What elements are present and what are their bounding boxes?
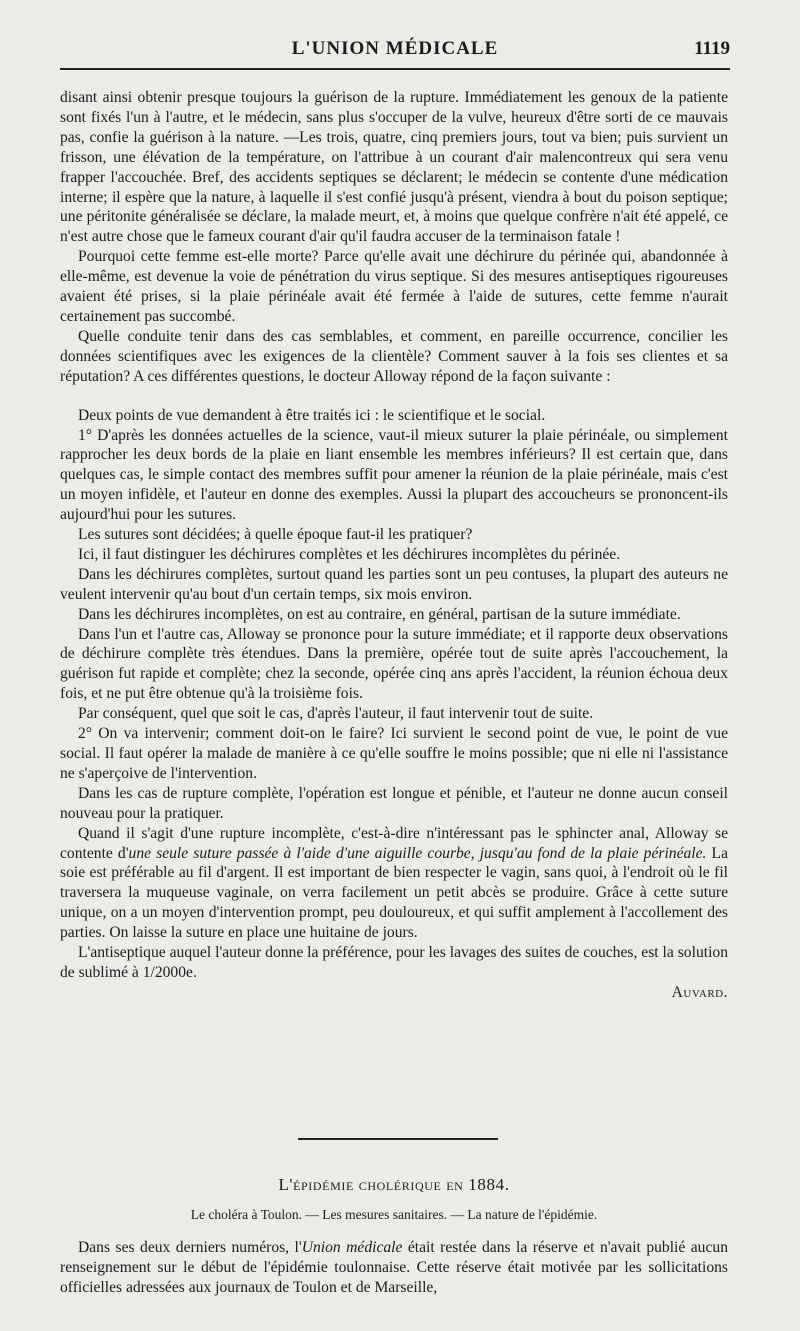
paragraph: Dans les cas de rupture complète, l'opération est longue et pénible, et l'auteur ne donne aucun conseil nouveau pour la pratiquer. [60, 784, 728, 822]
article-body [60, 88, 728, 1003]
page-number: 1119 [694, 38, 730, 59]
journal-title: L'UNION MÉDICALE [291, 38, 499, 59]
section-body [60, 1238, 728, 1298]
paragraph: Par conséquent, quel que soit le cas, d'après l'auteur, il faut intervenir tout de suite. [78, 705, 594, 723]
header-rule [60, 68, 730, 70]
running-head [60, 38, 730, 64]
text-run: Quand il s'agit d'une rupture incomplète, c'est-à-dire n'intéressant pas le sphincter anal, Alloway se contente d' [60, 824, 728, 862]
text-run: était restée dans la réserve et n'avait publié aucun renseignement sur le début de l'épidémie toulonnaise. Cette réserve était motivée par les sollicitations officielles adressées aux journaux de Toulon et de Marseille, [60, 1239, 728, 1296]
paragraph: Ici, il faut distinguer les déchirures complètes et les déchirures incomplètes du périnée. [78, 545, 621, 563]
paragraph: 1° D'après les données actuelles de la science, vaut-il mieux suturer la plaie périnéale, ou simplement rapprocher les deux bords de la plaie en liant ensemble les membres inférieurs? Il est certain que, dans quelques cas, le simple contact des membres suffit pour amener la réunion de la plaie périnéale, mais c'est un moyen infidèle, et l'auteur en donne des exemples. Aussi la plupart des accoucheurs se prononcent-ils aujourd'hui pour les sutures. [60, 426, 728, 524]
section-title: L'épidémie cholérique en 1884. [278, 1175, 510, 1194]
italic-text-run: Union médicale [301, 1239, 403, 1256]
paragraph: Dans les déchirures complètes, surtout quand les parties sont un peu contuses, la plupart des auteurs ne veulent intervenir qu'au bout d'un certain temps, six mois environ. [60, 565, 728, 603]
paragraph: Dans l'un et l'autre cas, Alloway se prononce pour la suture immédiate; et il rapporte deux observations de déchirure complète très étendues. Dans la première, opérée tout de suite après l'accouchement, la guérison fut rapide et complète; chez la seconde, opérée cinq ans après l'accident, la réunion échoua deux fois, et ne put être obtenue qu'à la troisième fois. [60, 625, 728, 703]
paragraph [60, 1238, 728, 1298]
section-subtitle: Le choléra à Toulon. — Les mesures sanitaires. — La nature de l'épidémie. [190, 1207, 598, 1222]
italic-text-run: une seule suture passée à l'aide d'une aiguille courbe, jusqu'au fond de la plaie périnéale. [128, 844, 707, 862]
paragraph: L'antiseptique auquel l'auteur donne la préférence, pour les lavages des suites de couches, est la solution de sublimé à 1/2000e. [60, 944, 728, 981]
author-signature: Auvard. [671, 983, 728, 1001]
paragraph: Deux points de vue demandent à être traités ici : le scientifique et le social. [78, 406, 546, 424]
paragraph: Quelle conduite tenir dans des cas semblables, et comment, en pareille occurrence, concilier les données scientifiques avec les exigences de la clientèle? Comment sauver à la fois ses clientes et sa réputation? A ces différentes questions, le docteur Alloway répond de la façon suivante : [60, 327, 728, 385]
paragraph: Pourquoi cette femme est-elle morte? Parce qu'elle avait une déchirure du périnée qui, abandonnée à elle-même, est devenue la voie de pénétration du virus septique. Si des mesures antiseptiques rigoureuses avaient été prises, si la plaie périnéale avait été fermée à l'aide de sutures, cette femme n'aurait certainement pas succombé. [60, 248, 728, 325]
paragraph: Les sutures sont décidées; à quelle époque faut-il les pratiquer? [78, 526, 473, 544]
text-run: Dans ses deux derniers numéros, l' [78, 1239, 302, 1256]
section-divider [298, 1138, 498, 1140]
paragraph: disant ainsi obtenir presque toujours la guérison de la rupture. Immédiatement les genoux de la patiente sont fixés l'un à l'autre, et le médecin, sans plus s'occuper de la vulve, heureux d'être sorti de ce mauvais pas, confie la guérison à la nature. —Les trois, quatre, cinq premiers jours, tout va bien; puis survient un frisson, une élévation de la température, on l'attribue à un courant d'air malencontreux qui sera venu frapper l'accouchée. Bref, des accidents septiques se déclarent; le médecin se contente d'une médication interne; il espère que la nature, à laquelle il s'est confié jusqu'à présent, viendra à bout du poison septique; une péritonite généralisée se déclare, la malade meurt, et, à moins que quelque confrère n'ait été appelé, ce n'est autre chose que le fameux courant d'air qu'il faudra accuser de la terminaison fatale ! [60, 89, 728, 246]
paragraph [60, 824, 728, 943]
paragraph: 2° On va intervenir; comment doit-on le faire? Ici survient le second point de vue, le point de vue social. Il faut opérer la malade de manière à ce qu'elle souffre le moins possible; que ni elle ni l'assistance ne s'aperçoive de l'intervention. [60, 725, 728, 782]
paragraph: Dans les déchirures incomplètes, on est au contraire, en général, partisan de la suture immédiate. [78, 605, 681, 623]
text-run: La soie est préférable au fil d'argent. Il est important de bien respecter le vagin, sans quoi, à l'endroit où le fil traversera la muqueuse vaginale, on verra facilement un petit abcès se produire. Grâce à cette suture unique, on a un moyen d'intervention prompt, peu douloureux, et qui suffit amplement à l'accollement des parties. On laisse la suture en place une huitaine de jours. [60, 844, 728, 942]
